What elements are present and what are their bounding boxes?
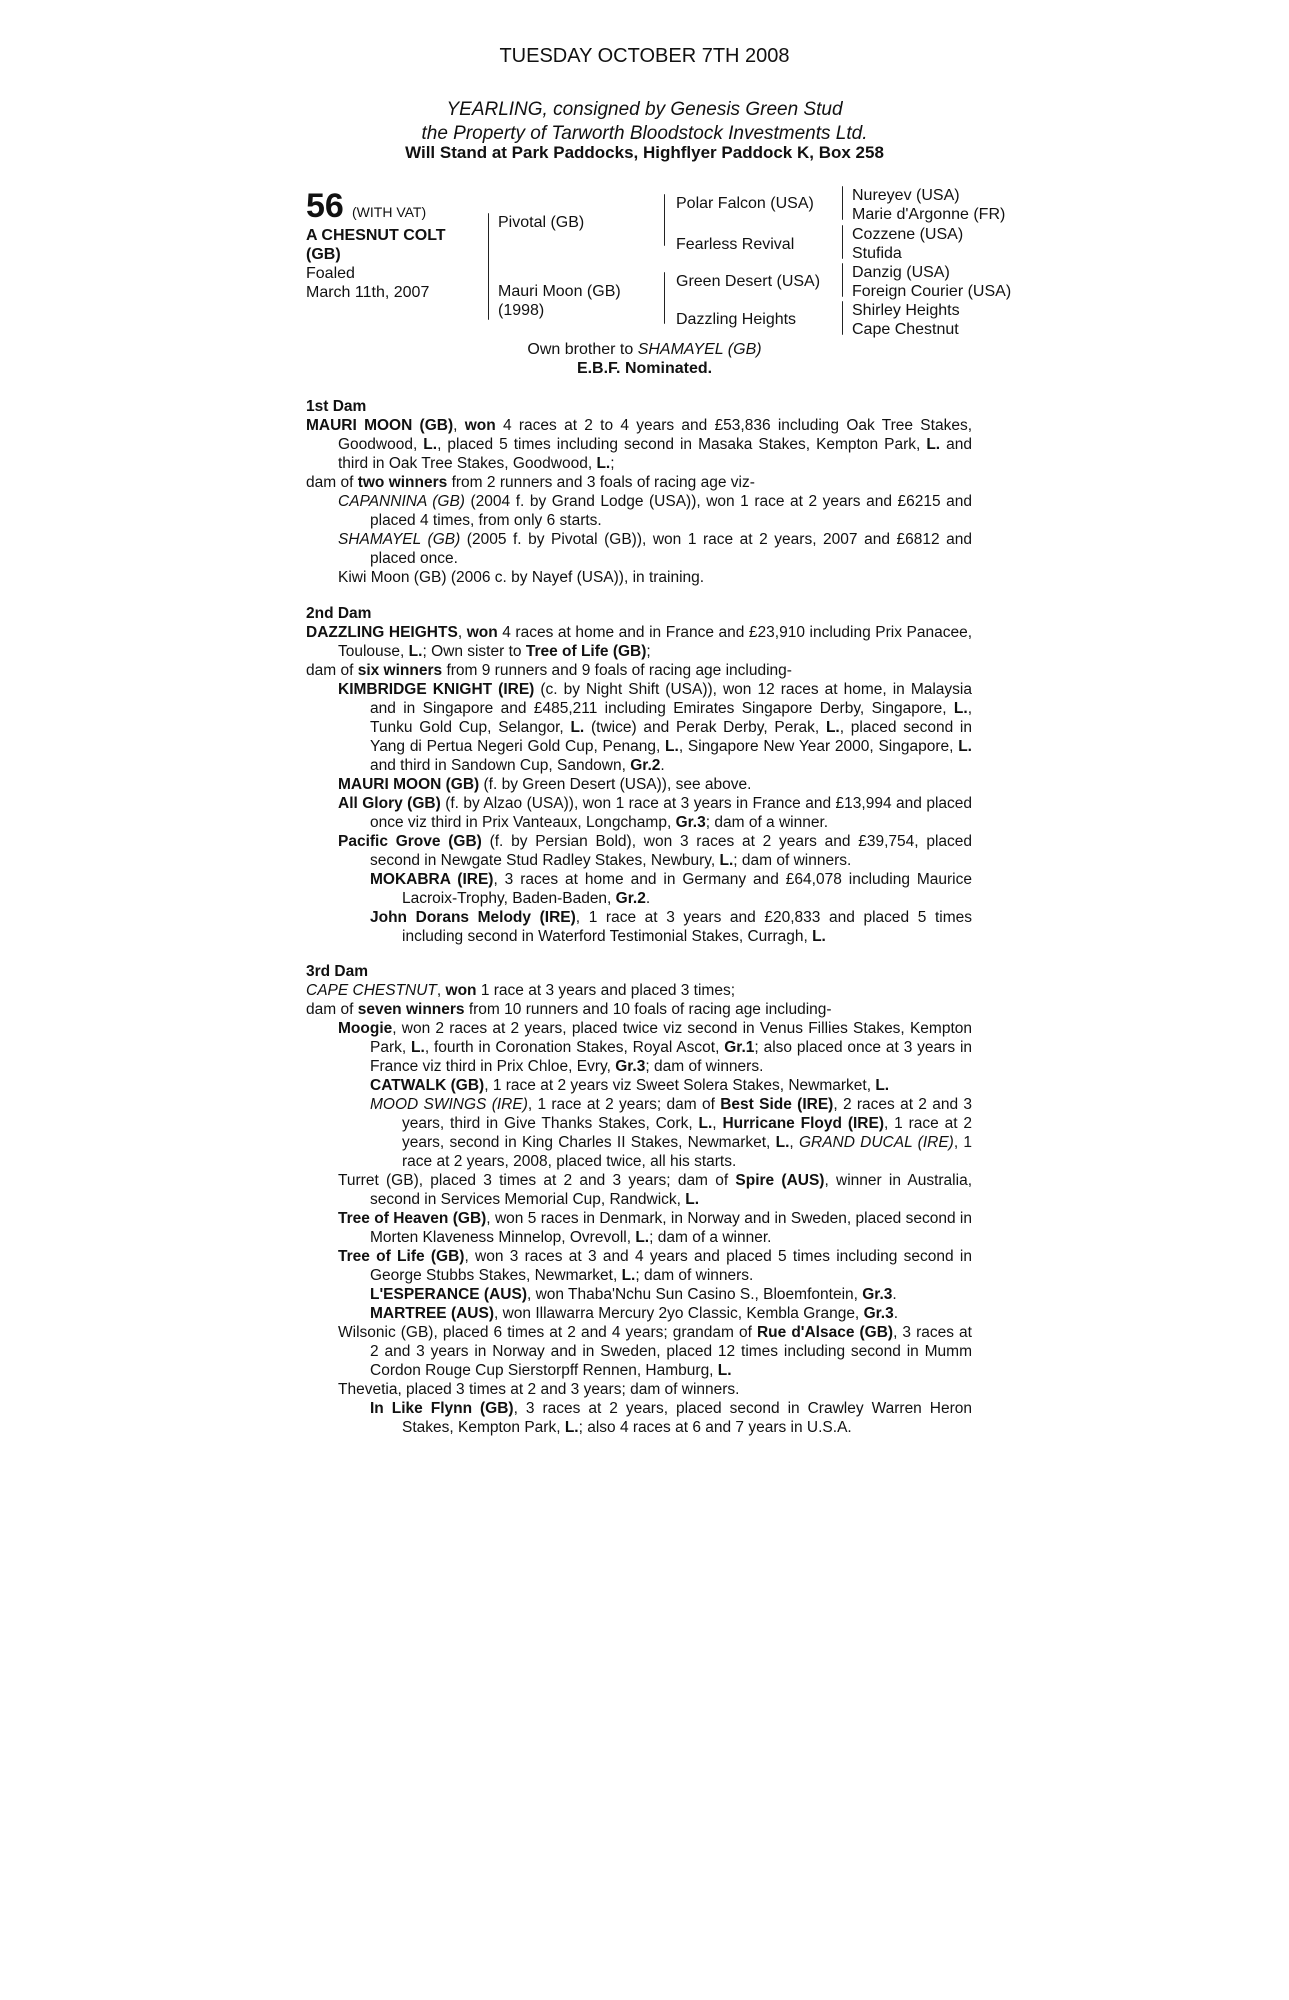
pedigree-sire: Pivotal (GB) — [498, 214, 585, 231]
list-item: MARTREE (AUS), won Illawarra Mercury 2yo Classic, Kembla Grange, Gr.3. — [370, 1305, 899, 1322]
foaled-label: Foaled — [306, 265, 355, 282]
pedigree-dam-sire: Green Desert (USA) — [676, 273, 821, 290]
pedigree-brace-g3-1 — [842, 186, 843, 220]
consignor-block — [0, 98, 1289, 146]
list-item: SHAMAYEL (GB) (2005 f. by Pivotal (GB)), won 1 race at 2 years, 2007 and £6812 and placed once. — [338, 531, 972, 567]
pedigree-brace-g3-4 — [842, 301, 843, 335]
pedigree-dam-dam: Dazzling Heights — [676, 311, 797, 328]
pedigree-sss: Nureyev (USA) — [852, 187, 960, 204]
consignor-line: YEARLING, consigned by Genesis Green Stud — [446, 99, 843, 120]
pedigree-brace-gen1 — [488, 213, 489, 320]
pedigree-sire-dam: Fearless Revival — [676, 236, 795, 253]
list-item: Thevetia, placed 3 times at 2 and 3 years; dam of winners. — [338, 1381, 740, 1398]
stand-location: Will Stand at Park Paddocks, Highflyer Paddock K, Box 258 — [405, 143, 884, 162]
list-item: Moogie, won 2 races at 2 years, placed twice viz second in Venus Fillies Stakes, Kempton Park, L., fourth in Coronation Stakes, Royal Ascot, Gr.1; also placed once at 3 years in France viz third in Prix Chloe, Evry, Gr.3; dam of winners. — [338, 1020, 973, 1075]
lot-title: A CHESNUT COLT — [306, 227, 446, 244]
list-item: John Dorans Melody (IRE), 1 race at 3 years and £20,833 and placed 5 times including second in Waterford Testimonial Stakes, Curragh, L. — [370, 909, 973, 945]
second-dam-record: DAZZLING HEIGHTS, won 4 races at home and in France and £23,910 including Prix Panacee, Toulouse, L.; Own sister to Tree of Life (GB); — [306, 624, 973, 660]
property-line: the Property of Tarworth Bloodstock Investments Ltd. — [421, 123, 868, 144]
pedigree-brace-dam — [664, 272, 665, 324]
pedigree-ssd: Marie d'Argonne (FR) — [852, 206, 1006, 223]
second-dam-title: 2nd Dam — [306, 605, 372, 622]
list-item: Wilsonic (GB), placed 6 times at 2 and 4 years; grandam of Rue d'Alsace (GB), 3 races at 2 and 3 years in Norway and in Sweden, placed 12 times including second in Mumm Cordon Rouge Cup Sierstorpff Rennen, Hamburg, L. — [338, 1324, 972, 1379]
pedigree-sire-sire: Polar Falcon (USA) — [676, 195, 814, 212]
list-item: L'ESPERANCE (AUS), won Thaba'Nchu Sun Casino S., Bloemfontein, Gr.3. — [370, 1286, 897, 1303]
first-dam-record: MAURI MOON (GB), won 4 races at 2 to 4 years and £53,836 including Oak Tree Stakes, Goodwood, L., placed 5 times including second in Masaka Stakes, Kempton Park, L. and third in Oak Tree Stakes, Goodwood, L.; — [306, 417, 972, 472]
sale-date: TUESDAY OCTOBER 7TH 2008 — [499, 45, 790, 67]
pedigree-ddd: Cape Chestnut — [852, 321, 959, 338]
second-dam-section — [306, 604, 972, 946]
list-item: MOKABRA (IRE), 3 races at home and in Germany and £64,078 including Maurice Lacroix-Trophy, Baden-Baden, Gr.2. — [370, 871, 972, 907]
list-item: In Like Flynn (GB), 3 races at 2 years, placed second in Crawley Warren Heron Stakes, Kempton Park, L.; also 4 races at 6 and 7 years in U.S.A. — [370, 1400, 972, 1436]
pedigree-dds: Shirley Heights — [852, 302, 960, 319]
third-dam-section — [306, 962, 972, 1437]
list-item: Pacific Grove (GB) (f. by Persian Bold), won 3 races at 2 years and £39,754, placed second in Newgate Stud Radley Stakes, Newbury, L.; dam of winners. — [338, 833, 972, 869]
pedigree-brace-sire — [664, 194, 665, 246]
pedigree-note: Own brother to SHAMAYEL (GB) — [527, 341, 762, 358]
list-item: MAURI MOON (GB) (f. by Green Desert (USA)), see above. — [338, 776, 752, 793]
pedigree-sds: Cozzene (USA) — [852, 226, 964, 243]
third-dam-record: CAPE CHESTNUT, won 1 race at 3 years and placed 3 times; — [306, 982, 736, 999]
lot-vat: (WITH VAT) — [352, 204, 427, 220]
list-item: KIMBRIDGE KNIGHT (IRE) (c. by Night Shift (USA)), won 12 races at home, in Malaysia and in Singapore and £485,211 including Emirates Singapore Derby, Singapore, L., Tunku Gold Cup, Selangor, L. (twice) and Perak Derby, Perak, L., placed second in Yang di Pertua Negeri Gold Cup, Penang, L., Singapore New Year 2000, Singapore, L. and third in Sandown Cup, Sandown, Gr.2. — [338, 681, 972, 774]
third-dam-title: 3rd Dam — [306, 963, 369, 980]
list-item: CAPANNINA (GB) (2004 f. by Grand Lodge (USA)), won 1 race at 2 years and £6215 and placed 4 times, from only 6 starts. — [338, 493, 973, 529]
list-item: Tree of Life (GB), won 3 races at 3 and 4 years and placed 5 times including second in George Stubbs Stakes, Newmarket, L.; dam of winners. — [338, 1248, 972, 1284]
ebf-nominated: E.B.F. Nominated. — [576, 360, 713, 377]
lot-title-country: (GB) — [306, 246, 341, 263]
list-item: MOOD SWINGS (IRE), 1 race at 2 years; dam of Best Side (IRE), 2 races at 2 and 3 years, third in Give Thanks Stakes, Cork, L., Hurricane Floyd (IRE), 1 race at 2 years, second in King Charles II Stakes, Newmarket, L., GRAND DUCAL (IRE), 1 race at 2 years, 2008, placed twice, all his starts. — [370, 1096, 973, 1170]
pedigree-dss: Danzig (USA) — [852, 264, 950, 281]
list-item: Turret (GB), placed 3 times at 2 and 3 years; dam of Spire (AUS), winner in Australia, second in Services Memorial Cup, Randwick, L. — [338, 1172, 972, 1208]
pedigree-dam: Mauri Moon (GB) — [498, 283, 621, 300]
list-item: CATWALK (GB), 1 race at 2 years viz Sweet Solera Stakes, Newmarket, L. — [370, 1077, 890, 1094]
list-item: All Glory (GB) (f. by Alzao (USA)), won 1 race at 3 years in France and £13,994 and placed once viz third in Prix Vanteaux, Longchamp, Gr.3; dam of a winner. — [338, 795, 973, 831]
first-dam-section — [306, 397, 972, 587]
pedigree-brace-g3-2 — [842, 225, 843, 259]
lot-number: 56 — [306, 187, 344, 225]
third-dam-produce-summary: dam of seven winners from 10 runners and 10 foals of racing age including- — [306, 1001, 832, 1018]
list-item: Tree of Heaven (GB), won 5 races in Denmark, in Norway and in Sweden, placed second in Morten Klaveness Minnelop, Ovrevoll, L.; dam of a winner. — [338, 1210, 972, 1246]
second-dam-produce-summary: dam of six winners from 9 runners and 9 foals of racing age including- — [306, 662, 792, 679]
pedigree-sdd: Stufida — [852, 245, 902, 262]
pedigree-note-name: SHAMAYEL (GB) — [637, 341, 762, 358]
pedigree-brace-g3-3 — [842, 263, 843, 297]
pedigree-dsd: Foreign Courier (USA) — [852, 283, 1012, 300]
pedigree-dam-year: (1998) — [498, 302, 545, 319]
list-item: Kiwi Moon (GB) (2006 c. by Nayef (USA)), in training. — [338, 569, 705, 586]
first-dam-produce-summary: dam of two winners from 2 runners and 3 foals of racing age viz- — [306, 474, 755, 491]
first-dam-title: 1st Dam — [306, 398, 367, 415]
foaled-date: March 11th, 2007 — [306, 284, 430, 301]
